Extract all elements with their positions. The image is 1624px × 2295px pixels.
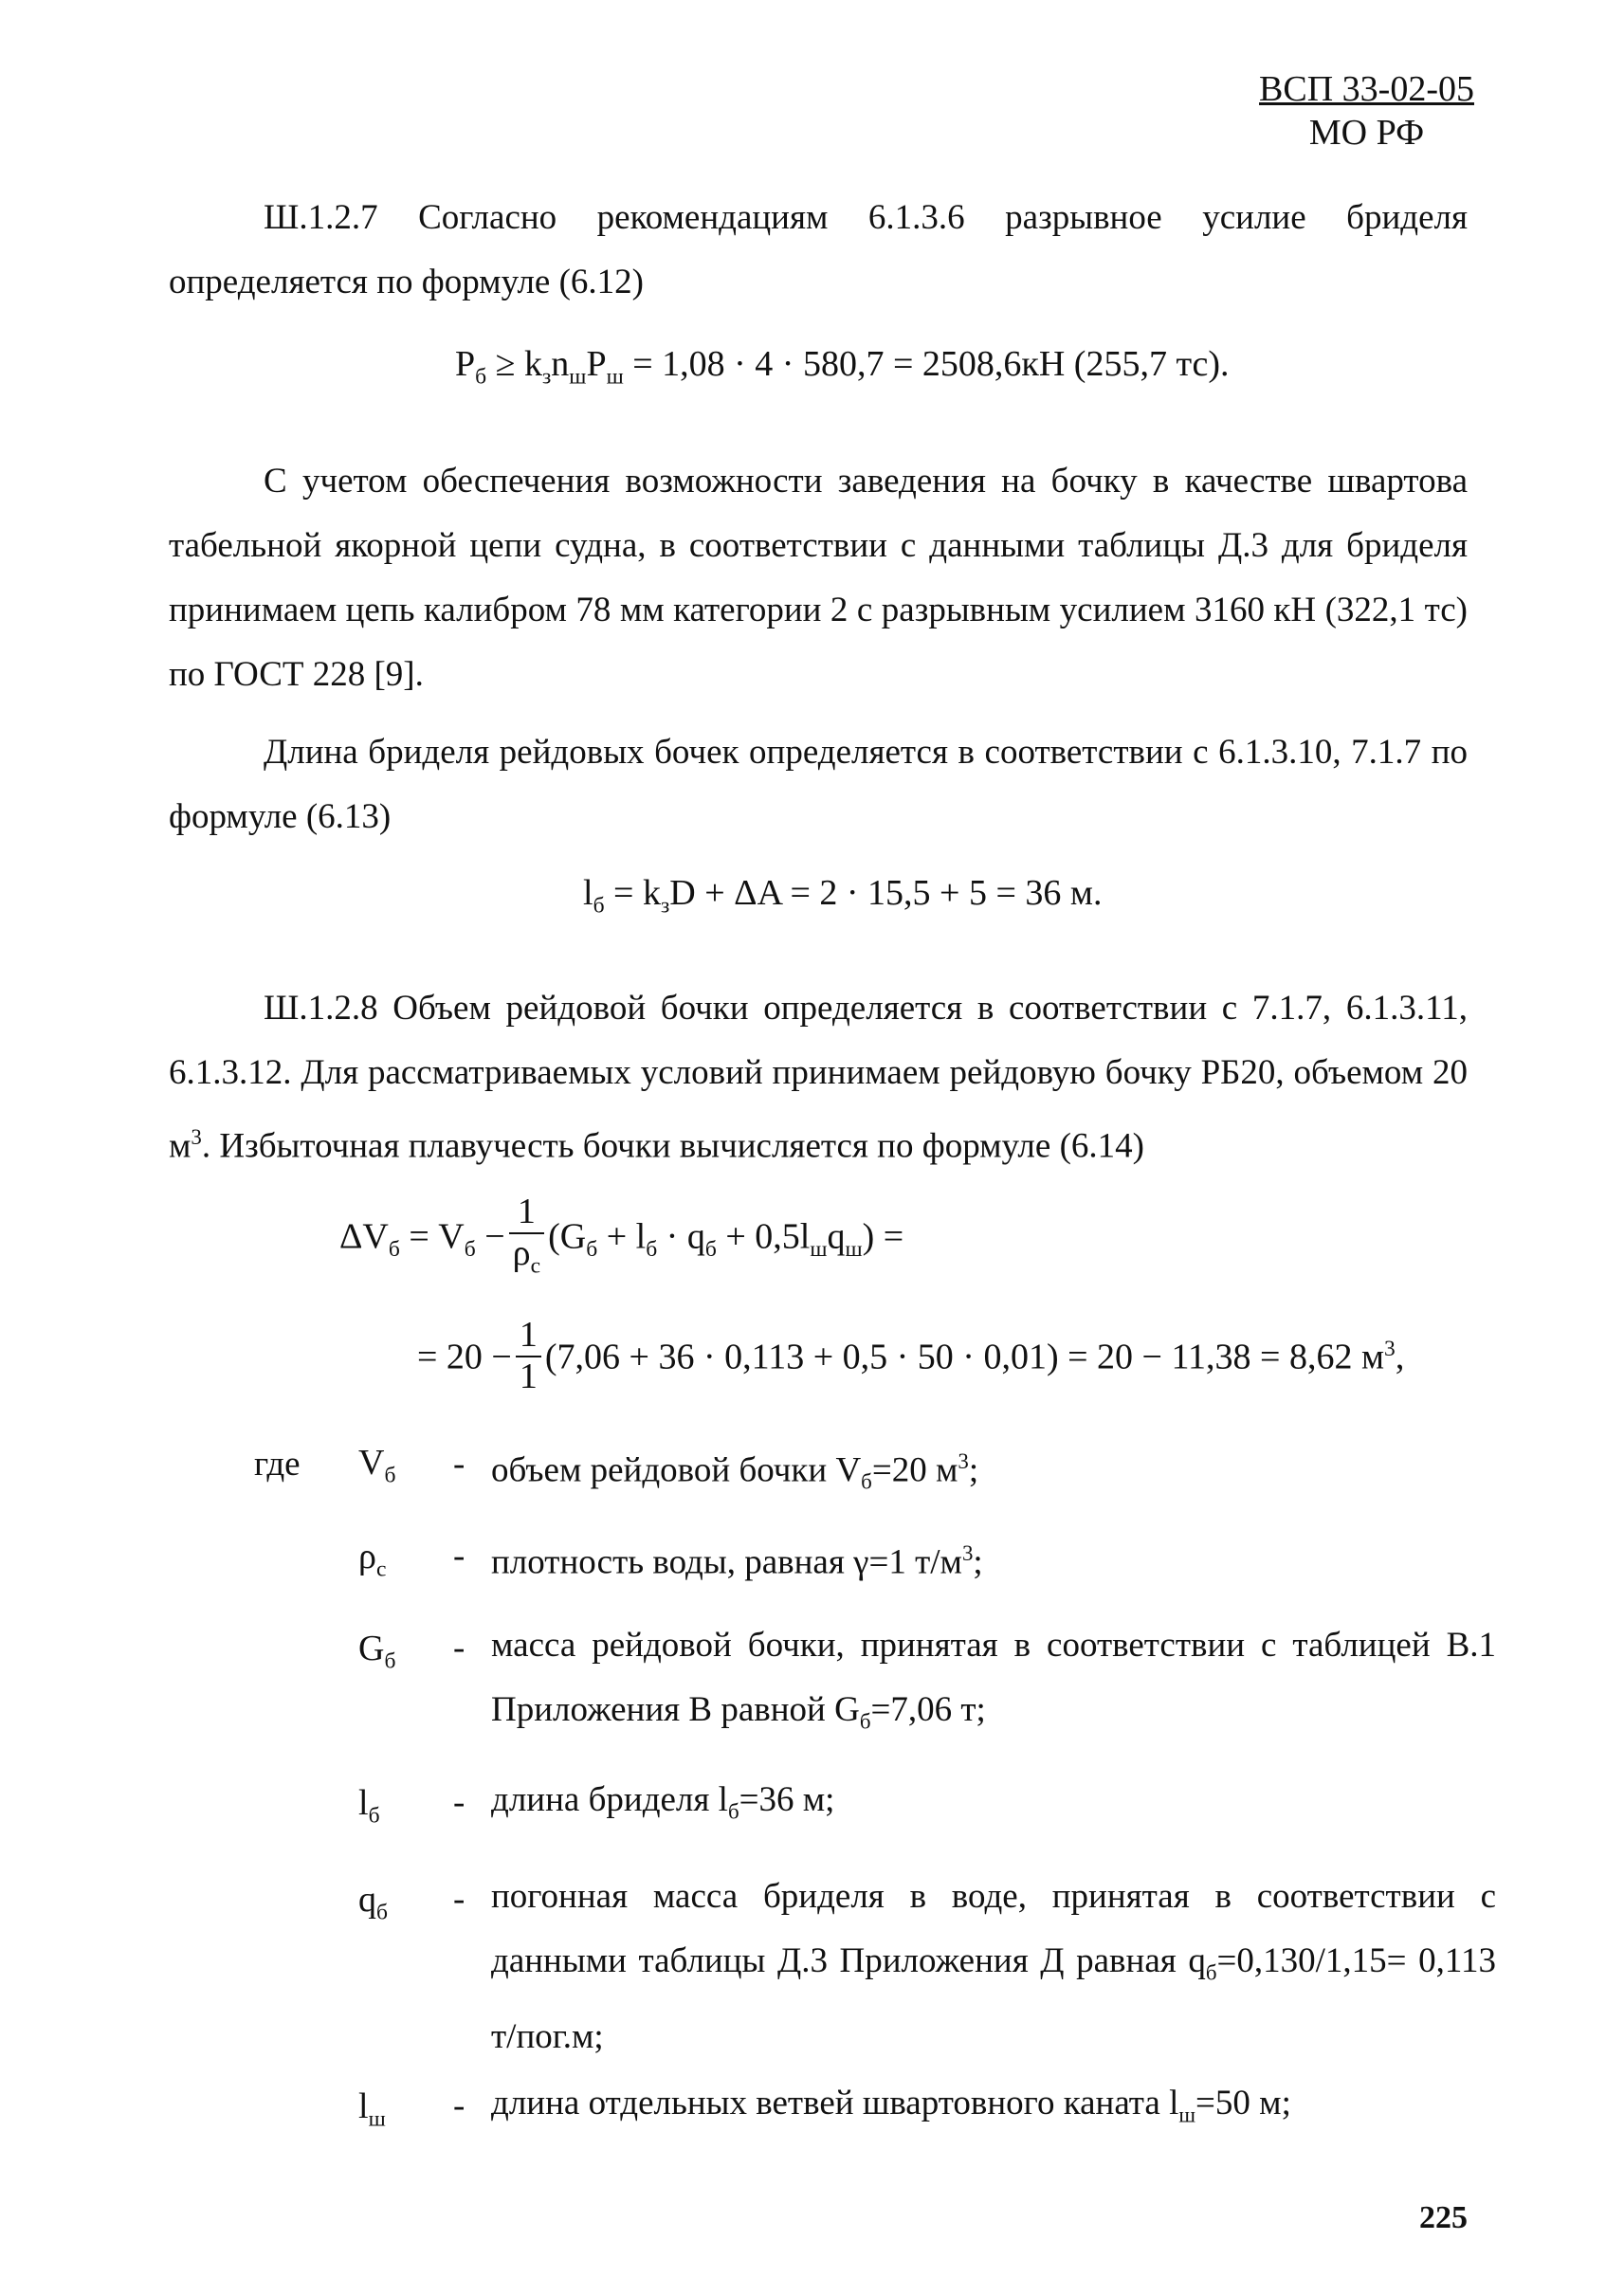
- definition-symbol: [358, 1879, 388, 1926]
- formula-subscript: б: [704, 1236, 717, 1262]
- paragraph-4: [169, 976, 1468, 1178]
- definition-body: ;: [968, 1450, 979, 1490]
- formula-subscript: ш: [606, 364, 624, 390]
- paragraph-3: Длина бриделя рейдовых бочек определяется в соответствии с 6.1.3.10, 7.1.7 по формуле (6.13): [169, 733, 1468, 836]
- symbol-subscript: б: [384, 1463, 396, 1488]
- superscript: 3: [191, 1125, 202, 1149]
- formula-subscript: ш: [810, 1236, 828, 1262]
- symbol: ρ: [358, 1537, 376, 1576]
- paragraph-4-text: Ш.1.2.8 Объем рейдовой бочки определяется в соответствии с 7.1.7, 6.1.3.11, 6.1.3.12. Для рассматриваемых условий принимаем рейдовую бочку РБ20, объемом 20 м: [169, 989, 1468, 1166]
- subscript: б: [727, 1799, 739, 1824]
- formula-subscript: з: [660, 893, 670, 919]
- formula-buoyancy-line-1: [339, 1192, 904, 1283]
- formula-part: + 0,5l: [725, 1216, 811, 1257]
- definition-body: длина бриделя l: [491, 1780, 728, 1819]
- formula-subscript: c: [530, 1253, 541, 1279]
- definition-dash: -: [453, 1783, 465, 1822]
- document-code: ВСП 33-02-05: [1259, 69, 1474, 109]
- definition-symbol: [358, 1628, 395, 1675]
- formula-part: ) =: [862, 1216, 904, 1257]
- definition-body: =0,130/1,15= 0,113 т/пог.м;: [491, 1941, 1497, 2057]
- definition-symbol: [358, 1782, 380, 1830]
- subscript: б: [861, 1469, 872, 1494]
- definition-dash: -: [453, 1629, 465, 1667]
- definition-text: [491, 1768, 1496, 1844]
- definition-body: длина отдельных ветвей швартовного каната l: [491, 2084, 1179, 2122]
- definition-symbol: [358, 2086, 386, 2133]
- symbol-subscript: б: [368, 1803, 380, 1829]
- page-number: 225: [1419, 2200, 1468, 2235]
- definition-text: [491, 2071, 1496, 2147]
- formula-symbol: P: [586, 344, 607, 384]
- formula-symbol: l: [583, 873, 593, 913]
- formula-subscript: б: [586, 1236, 598, 1262]
- formula-part: (G: [548, 1216, 587, 1257]
- symbol-subscript: c: [375, 1557, 387, 1582]
- definition-symbol: [358, 1442, 395, 1489]
- definition-body: ;: [973, 1542, 983, 1582]
- formula-symbol: ΔV: [339, 1216, 389, 1257]
- formula-fraction: [516, 1316, 541, 1397]
- formula-symbol: k: [523, 344, 542, 384]
- definition-text: [491, 1430, 1496, 1515]
- paragraph-1: Ш.1.2.7 Согласно рекомендациям 6.1.3.6 разрывное усилие бриделя определяется по формуле (6.12): [169, 198, 1468, 301]
- definition-body: объем рейдовой бочки V: [491, 1450, 862, 1490]
- formula-symbol: ρ: [512, 1232, 531, 1273]
- formula-part: + l: [606, 1216, 647, 1257]
- formula-rhs: = 1,08 · 4 · 580,7 = 2508,6кН (255,7 тс).: [632, 344, 1230, 384]
- symbol: l: [358, 1783, 369, 1823]
- symbol-subscript: б: [376, 1900, 388, 1925]
- formula-symbol: P: [455, 344, 476, 384]
- formula-breaking-force: $P_б \ge k_зn_шP_ш = 1,08 \cdot 4 \cdot 580,7 = 2508,6кН$ (255,7 тс).: [455, 344, 1230, 390]
- symbol-subscript: б: [384, 1648, 396, 1674]
- formula-symbol: q: [827, 1216, 846, 1257]
- formula-subscript: б: [464, 1236, 476, 1262]
- definition-body: =7,06 т;: [870, 1690, 986, 1729]
- symbol: q: [358, 1880, 376, 1920]
- definition-dash: -: [453, 1880, 465, 1919]
- fraction-denominator: 1: [519, 1356, 538, 1396]
- fraction-denominator: [509, 1234, 544, 1280]
- symbol: l: [358, 2086, 369, 2126]
- definition-body: =20 м: [871, 1450, 958, 1490]
- formula-subscript: ш: [845, 1236, 863, 1262]
- formula-buoyancy-line-2: [417, 1315, 1405, 1401]
- formula-rhs: (7,06 + 36 · 0,113 + 0,5 · 50 · 0,01) = 20 − 11,38 = 8,62 м: [544, 1337, 1385, 1377]
- symbol: G: [358, 1629, 385, 1668]
- definition-symbol: [358, 1536, 386, 1583]
- fraction-numerator: 1: [509, 1193, 544, 1234]
- fraction-numerator: 1: [516, 1316, 541, 1357]
- superscript: 3: [1384, 1336, 1396, 1361]
- formula-subscript: б: [388, 1236, 400, 1262]
- definition-body: =50 м;: [1195, 2084, 1291, 2122]
- paragraph-2: С учетом обеспечения возможности заведения на бочку в качестве швартова табельной якорной цепи судна, в соответствии с данными таблицы Д.3 для бриделя принимаем цепь калибром 78 мм категории 2 с разрывным усилием 3160 кН (322,1 тс) по ГОСТ 228 [9].: [169, 462, 1468, 694]
- formula-subscript: б: [646, 1236, 658, 1262]
- formula-fraction: [509, 1193, 544, 1279]
- formula-subscript: ш: [569, 364, 587, 390]
- definition-dash: -: [453, 2086, 465, 2125]
- definition-text: [491, 1865, 1496, 2069]
- definition-body: =36 м;: [739, 1780, 835, 1819]
- symbol-subscript: ш: [368, 2106, 386, 2132]
- formula-part: ,: [1395, 1337, 1405, 1377]
- definition-body: плотность воды, равная γ=1 т/м: [491, 1542, 962, 1582]
- formula-operator: −: [484, 1216, 505, 1257]
- formula-part: = V: [409, 1216, 465, 1257]
- subscript: ш: [1178, 2103, 1196, 2127]
- where-label: где: [254, 1445, 301, 1484]
- formula-part: = 20 −: [417, 1337, 512, 1377]
- document-authority: МО РФ: [1308, 112, 1425, 153]
- document-header: [1259, 68, 1474, 155]
- formula-subscript: б: [593, 893, 605, 919]
- superscript: 3: [961, 1541, 974, 1565]
- formula-subscript: б: [475, 364, 487, 390]
- definition-text: [491, 1613, 1496, 1754]
- definition-dash: -: [453, 1537, 465, 1576]
- definition-text: [491, 1521, 1496, 1594]
- formula-bridle-length: [583, 872, 1102, 920]
- symbol: V: [358, 1443, 385, 1483]
- formula-symbol: n: [551, 344, 570, 384]
- paragraph-4-tail: . Избыточная плавучесть бочки вычисляется по формуле (6.14): [201, 1126, 1144, 1166]
- formula-subscript: з: [541, 364, 552, 390]
- definition-dash: -: [453, 1445, 465, 1484]
- definition-body: погонная масса бриделя в воде, принятая в соответствии с данными таблицы Д.3 Приложения Д равная q: [491, 1877, 1496, 1980]
- subscript: б: [859, 1709, 871, 1734]
- formula-rhs: D + ΔA = 2 · 15,5 + 5 = 36 м.: [669, 873, 1103, 913]
- definition-body: масса рейдовой бочки, принятая в соответствии с таблицей В.1 Приложения В равной G: [491, 1626, 1496, 1729]
- formula-part: · q: [666, 1216, 705, 1257]
- formula-part: = k: [613, 873, 661, 913]
- subscript: б: [1205, 1960, 1217, 1985]
- superscript: 3: [958, 1449, 969, 1473]
